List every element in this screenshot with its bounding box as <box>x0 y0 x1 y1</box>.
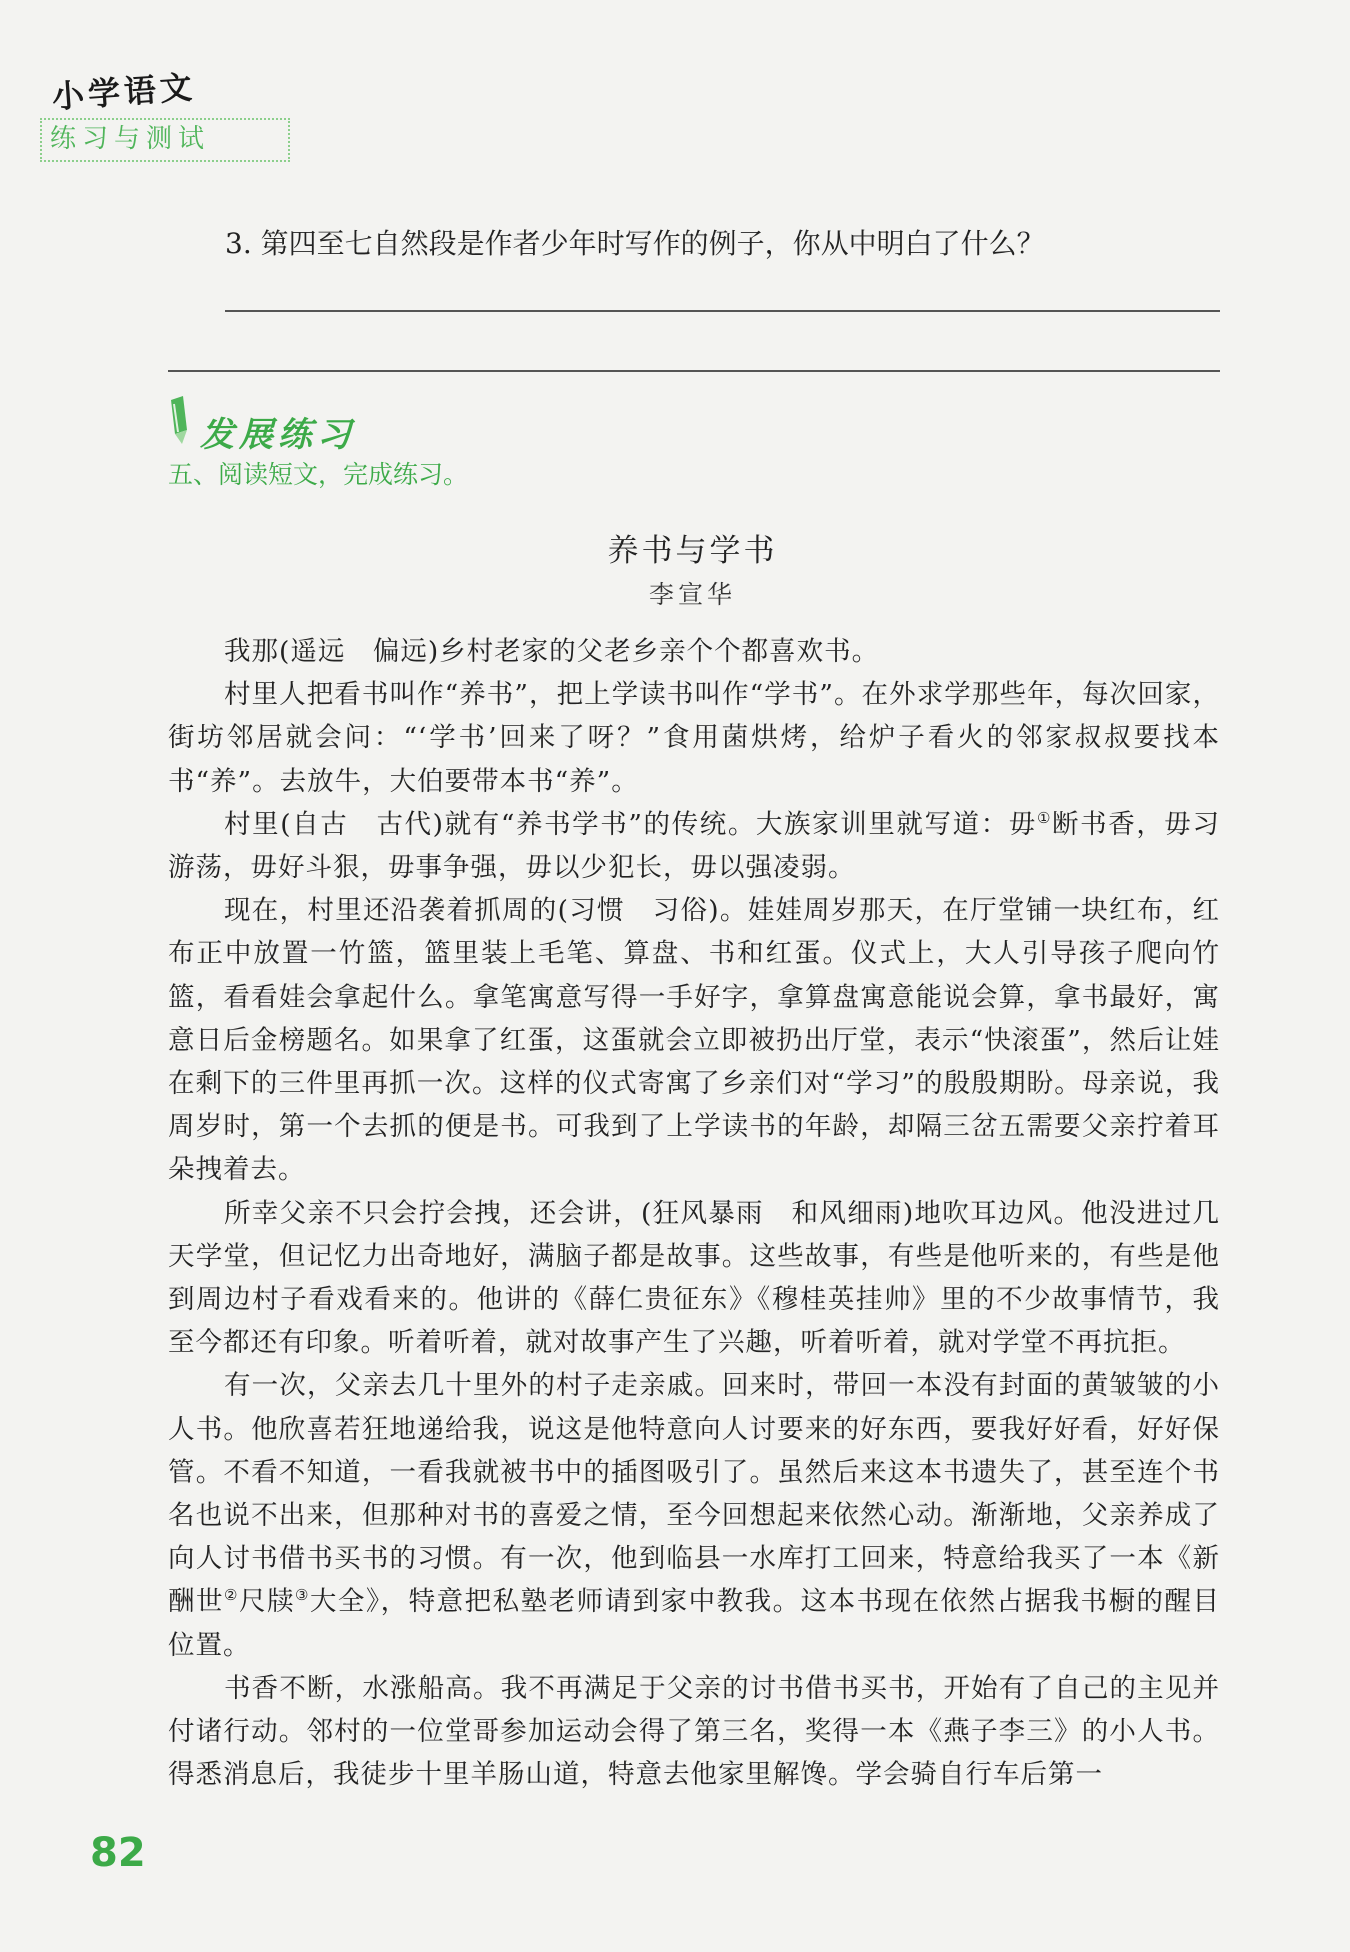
text: 村里( <box>224 808 292 840</box>
word-choice-3[interactable]: 习惯 习俗 <box>568 895 709 927</box>
paragraph-2: 村里人把看书叫作“养书”，把上学读书叫作“学书”。在外求学那些年，每次回家，街坊邻居就会问：“‘学书’回来了呀？”食用菌烘烤，给炉子看火的邻家叔叔要找本书“养”。去放牛，大伯要带本书“养”。 <box>168 679 1220 797</box>
text: 有一次，父亲去几十里外的村子走亲戚。回来时，带回一本没有封面的黄皱皱的小人书。他欣喜若狂地递给我，说这是他特意向人讨要来的好东西，要我好好看，好好保管。不看不知道，一看我就被书中的插图吸引了。虽然后来这本书遗失了，甚至连个书名也说不出来，但那种对书的喜爱之情，至今回想起来依然心动。渐渐地，父亲养成了向人讨书借书买书的习惯。有一次，他到临县一水库打工回来，特意给我买了一本《新酬世 <box>168 1370 1220 1618</box>
text: )。娃娃周岁那天，在厅堂铺一块红布，红布正中放置一竹篮，篮里装上毛笔、算盘、书和红蛋。仪式上，大人引导孩子爬向竹篮，看看娃会拿起什么。拿笔寓意写得一手好字，拿算盘寓意能说会算，拿书最好，寓意日后金榜题名。如果拿了红蛋，这蛋就会立即被扔出厅堂，表示“快滚蛋”，然后让娃在剩下的三件里再抓一次。这样的仪式寄寓了乡亲们对“学习”的殷殷期盼。母亲说，我周岁时，第一个去抓的便是书。可我到了上学读书的年龄，却隔三岔五需要父亲拧着耳朵拽着去。 <box>168 895 1221 1186</box>
paragraph-6 <box>168 1364 1220 1666</box>
text: 所幸父亲不只会拧会拽，还会讲，( <box>224 1197 653 1229</box>
text: 我那( <box>224 636 291 667</box>
article-author: 李宣华 <box>648 580 736 609</box>
text: )就有“养书学书”的传统。大族家训里就写道：毋 <box>432 808 1037 840</box>
paragraph-3 <box>168 803 1220 889</box>
article-title: 养书与学书 <box>607 533 778 569</box>
footnote-marker-1: ① <box>1036 808 1053 827</box>
paragraph-7: 书香不断，水涨船高。我不再满足于父亲的讨书借书买书，开始有了自己的主见并付诸行动。邻村的一位堂哥参加运动会得了第三名，奖得一本《燕子李三》的小人书。得悉消息后，我徒步十里羊肠山道，特意去他家里解馋。学会骑自行车后第一 <box>168 1672 1220 1791</box>
text: 断书香，毋习游荡，毋好斗狠，毋事争强，毋以少犯长，毋以强凌弱。 <box>168 808 1221 884</box>
page-number: 82 <box>90 1830 146 1876</box>
article-body <box>168 630 1220 1796</box>
text: 现在，村里还沿袭着抓周的( <box>224 895 569 927</box>
answer-line-2[interactable] <box>168 370 1220 372</box>
text: )地吹耳边风。他没进过几天学堂，但记忆力出奇地好，满脑子都是故事。这些故事，有些是他听来的，有些是他到周边村子看戏看来的。他讲的《薛仁贵征东》《穆桂英挂帅》里的不少故事情节，我至今都还有印象。听着听着，就对故事产生了兴趣，听着听着，就对学堂不再抗拒。 <box>168 1197 1221 1359</box>
word-choice-1[interactable]: 遥远 偏远 <box>290 636 428 667</box>
word-choice-2[interactable]: 自古 古代 <box>291 808 433 840</box>
question-3: 3. 第四至七自然段是作者少年时写作的例子，你从中明白了什么？ <box>225 227 1045 260</box>
text: )乡村老家的父老乡亲个个都喜欢书。 <box>427 636 880 667</box>
paragraph-1 <box>168 630 1220 673</box>
book-title: 小学语文 <box>50 67 198 116</box>
word-choice-4[interactable]: 狂风暴雨 和风细雨 <box>652 1197 903 1229</box>
answer-line-1[interactable] <box>225 310 1220 312</box>
section-title: 发展练习 <box>200 415 356 455</box>
footnote-marker-3: ③ <box>294 1586 310 1605</box>
text: 大全》，特意把私塾老师请到家中教我。这本书现在依然占据我书橱的醒目位置。 <box>168 1586 1221 1661</box>
paragraph-5 <box>168 1192 1220 1365</box>
paragraph-4 <box>168 889 1220 1191</box>
footnote-marker-2: ② <box>224 1586 239 1605</box>
pencil-icon <box>165 396 191 446</box>
text: 尺牍 <box>238 1586 295 1618</box>
section-instruction: 五、阅读短文，完成练习。 <box>168 460 469 489</box>
book-subtitle: 练习与测试 <box>50 124 211 154</box>
